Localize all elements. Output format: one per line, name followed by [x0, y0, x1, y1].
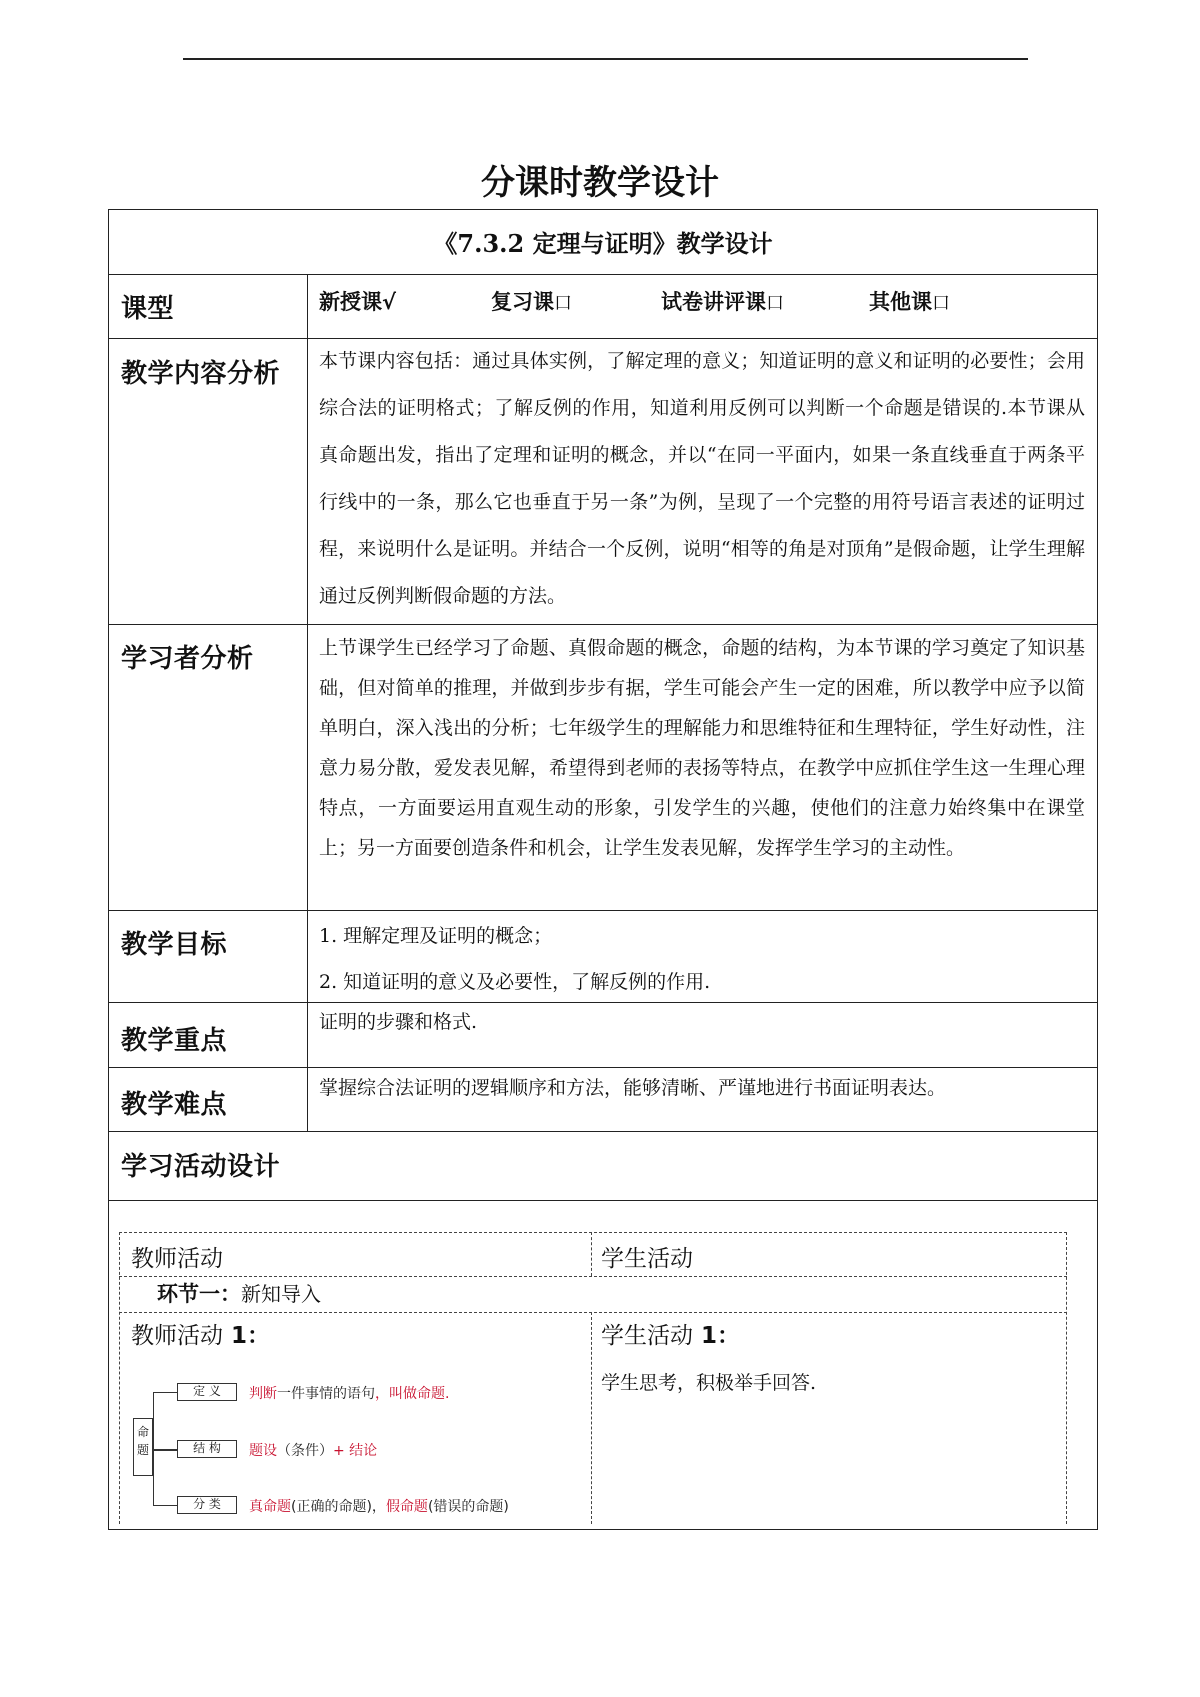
stage-name: 新知导入 — [241, 1282, 321, 1306]
dashed-divider — [119, 1232, 120, 1524]
course-type-review-text: 复习课 — [491, 290, 554, 314]
dashed-divider — [119, 1232, 1067, 1233]
course-type-label: 课型 — [121, 294, 175, 324]
dashed-divider — [591, 1312, 592, 1524]
activity-table — [119, 1232, 1067, 1524]
definition-tail: ，叫做命题. — [375, 1386, 450, 1402]
teacher-activity-1-title — [131, 1317, 270, 1350]
learner-analysis-label: 学习者分析 — [121, 644, 254, 674]
student-activity-1-title — [601, 1317, 740, 1350]
dashed-divider — [119, 1276, 1067, 1277]
structure-condition: （条件） — [277, 1443, 333, 1459]
dashed-divider — [591, 1232, 592, 1276]
key-point-label: 教学重点 — [121, 1026, 228, 1056]
course-type-review — [491, 286, 572, 316]
structure-conclusion: + 结论 — [333, 1443, 378, 1459]
difficulty-text: 掌握综合法证明的逻辑顺序和方法，能够清晰、严谨地进行书面证明表达。 — [319, 1077, 947, 1099]
row-divider — [109, 1067, 1097, 1068]
course-type-new — [319, 286, 396, 316]
difficulty-label: 教学难点 — [121, 1090, 228, 1120]
definition-label-box: 定 义 — [177, 1383, 237, 1401]
false-proposition-note: (错误的命题) — [427, 1499, 509, 1515]
proposition-concept-diagram — [129, 1362, 529, 1524]
structure-label-box: 结 构 — [177, 1440, 237, 1458]
structure-hypothesis: 题设 — [249, 1443, 277, 1459]
row-divider — [109, 274, 1097, 275]
teacher-activity-header: 教师活动 — [131, 1246, 223, 1272]
stage-title — [157, 1278, 321, 1308]
row-divider — [109, 1200, 1097, 1201]
content-analysis-label: 教学内容分析 — [121, 359, 281, 389]
goal-item-1: 1. 理解定理及证明的概念； — [319, 925, 553, 947]
key-point-text: 证明的步骤和格式. — [319, 1011, 478, 1033]
checkbox-icon: 口 — [766, 293, 784, 314]
dashed-divider — [119, 1312, 1067, 1313]
definition-body: 一件事情的语句 — [277, 1386, 375, 1402]
course-type-new-text: 新授课√ — [319, 290, 397, 314]
diagram-bracket — [153, 1449, 177, 1451]
true-proposition: 真命题 — [249, 1499, 291, 1515]
structure-text — [249, 1440, 377, 1460]
dashed-divider — [1066, 1232, 1067, 1524]
classification-label-box: 分 类 — [177, 1496, 237, 1514]
teacher-activity-1-number: 1： — [223, 1323, 271, 1349]
course-type-other — [869, 286, 950, 316]
activity-design-label: 学习活动设计 — [121, 1152, 281, 1182]
content-analysis-text: 本节课内容包括：通过具体实例，了解定理的意义；知道证明的意义和证明的必要性；会用综合法的证明格式；了解反例的作用，知道利用反例可以判断一个命题是错误的.本节课从真命题出发，指出了定理和证明的概念，并以“在同一平面内，如果一条直线垂直于两条平行线中的一条，那么它也垂直于另一条”为例，呈现了一个完整的用符号语言表述的证明过程，来说明什么是证明。并结合一个反例，说明“相等的角是对顶角”是假命题，让学生理解通过反例判断假命题的方法。 — [319, 350, 1085, 607]
checkbox-icon: 口 — [554, 293, 572, 314]
row-divider — [109, 624, 1097, 625]
student-activity-1-text: 学生思考，积极举手回答. — [601, 1372, 817, 1394]
learner-analysis-text: 上节课学生已经学习了命题、真假命题的概念，命题的结构，为本节课的学习奠定了知识基础，但对简单的推理，并做到步步有据，学生可能会产生一定的困难，所以教学中应予以简单明白，深入浅出的分析；七年级学生的理解能力和思维特征和生理特征，学生好动性，注意力易分散，爱发表见解，希望得到老师的表扬等特点，在教学中应抓住学生这一生理心理特点，一方面要运用直观生动的形象，引发学生的兴趣，使他们的注意力始终集中在课堂上；另一方面要创造条件和机会，让学生发表见解，发挥学生学习的主动性。 — [319, 637, 1085, 859]
checkbox-icon: 口 — [932, 293, 950, 314]
row-divider — [109, 1131, 1097, 1132]
definition-text — [249, 1383, 449, 1403]
row-divider — [109, 1002, 1097, 1003]
row-divider — [109, 910, 1097, 911]
header-rule — [183, 58, 1028, 60]
student-activity-1-prefix: 学生活动 — [601, 1323, 693, 1349]
stage-key: 环节一： — [157, 1282, 241, 1306]
classification-text — [249, 1496, 509, 1516]
teacher-activity-1-prefix: 教师活动 — [131, 1323, 223, 1349]
true-proposition-note: (正确的命题)， — [291, 1499, 386, 1515]
course-type-exam — [661, 286, 784, 316]
document-title: 《7.3.2 定理与证明》教学设计 — [433, 229, 773, 258]
student-activity-header: 学生活动 — [601, 1246, 693, 1272]
student-activity-1-number: 1： — [693, 1323, 741, 1349]
course-type-other-text: 其他课 — [869, 290, 932, 314]
page-title: 分课时教学设计 — [481, 163, 719, 203]
goals-label: 教学目标 — [121, 930, 228, 960]
proposition-root-box: 命题 — [133, 1418, 153, 1476]
goal-item-2: 2. 知道证明的意义及必要性，了解反例的作用. — [319, 971, 711, 993]
false-proposition: 假命题 — [385, 1499, 428, 1515]
definition-highlight: 判断 — [249, 1386, 277, 1402]
lesson-plan-table — [108, 209, 1098, 1530]
column-divider — [307, 274, 308, 1131]
course-type-exam-text: 试卷讲评课 — [661, 290, 766, 314]
